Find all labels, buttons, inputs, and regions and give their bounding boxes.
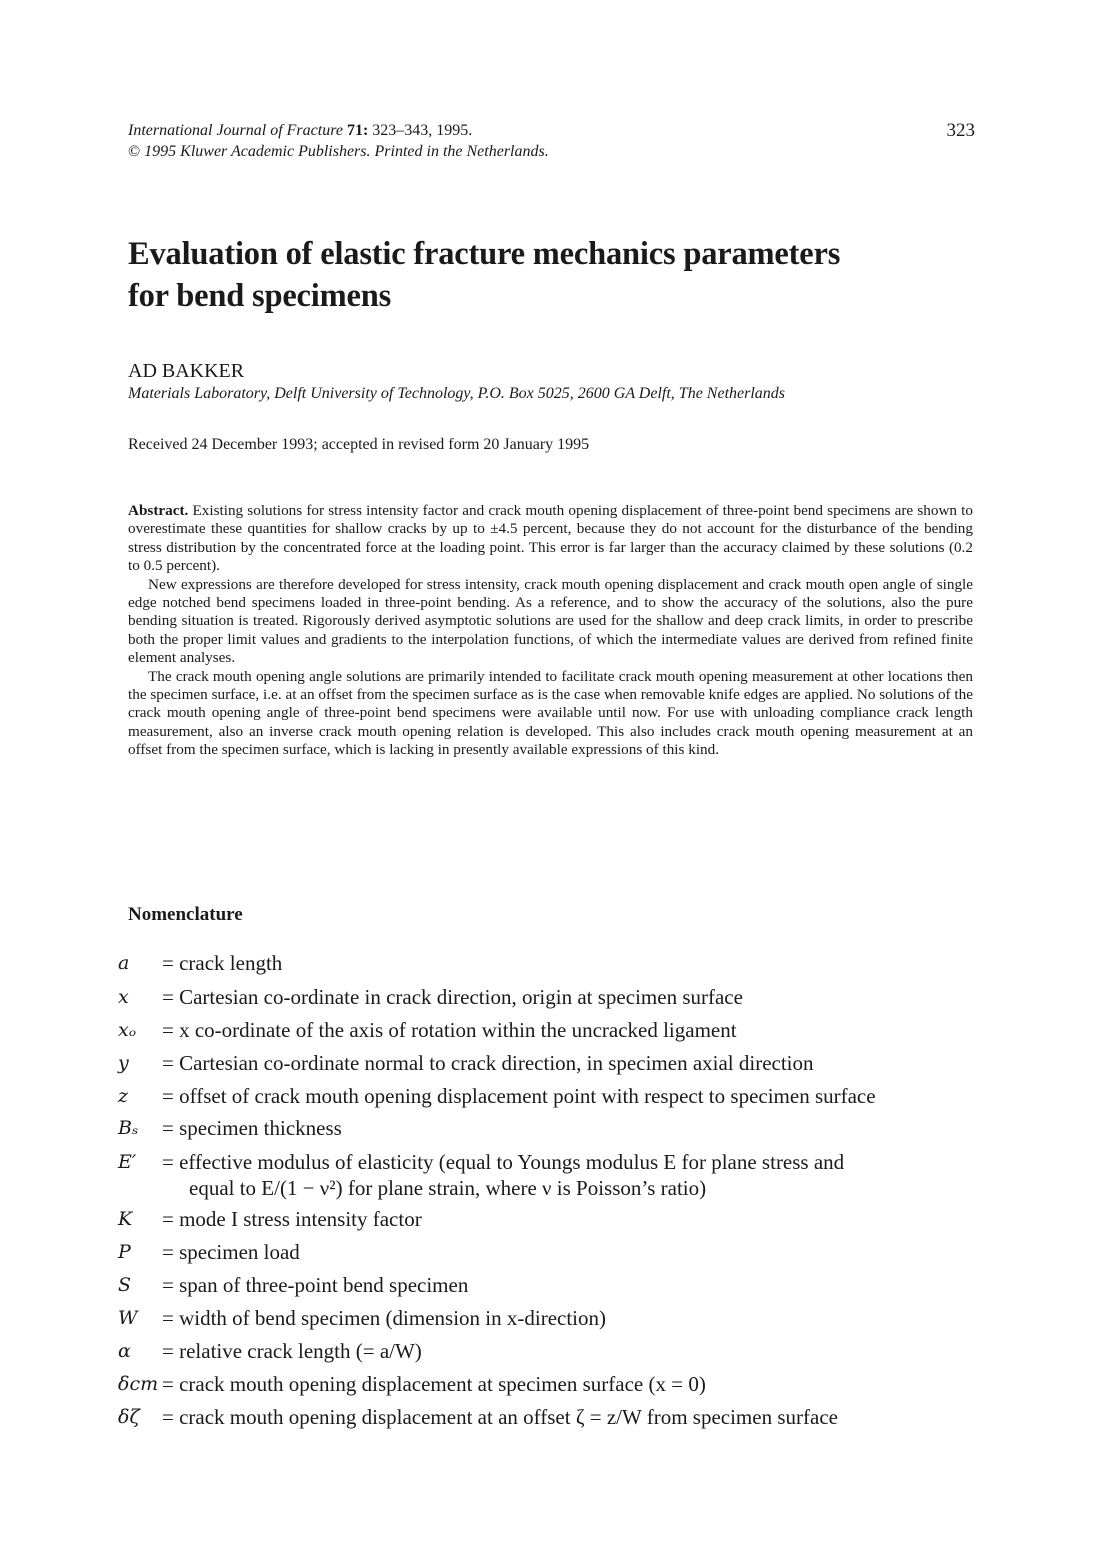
nomenclature-symbol: α [118,1340,131,1362]
nomenclature-definition: = specimen thickness [162,1116,342,1140]
nomenclature-symbol: a [118,952,130,974]
nomenclature-symbol: K [118,1208,133,1230]
author-affiliation: Materials Laboratory, Delft University of Technology, P.O. Box 5025, 2600 GA Delft, The Netherlands [128,385,786,402]
nomenclature-definition: = span of three-point bend specimen [162,1273,469,1297]
title-line-2: for bend specimens [128,278,392,314]
nomenclature-symbol: S [118,1274,132,1296]
nomenclature-definition: = relative crack length (= a/W) [162,1339,422,1363]
nomenclature-definition: = specimen load [162,1240,300,1264]
copyright-symbol: © [128,143,141,160]
title-line-1: Evaluation of elastic fracture mechanics parameters [128,236,841,272]
nomenclature-symbol: x [118,986,129,1008]
nomenclature-item [116,1115,976,1141]
nomenclature-item [116,1239,976,1265]
nomenclature-item [116,984,976,1010]
nomenclature-symbol: P [118,1241,131,1263]
nomenclature-item [116,1404,976,1430]
abstract-p1-text: Existing solutions for stress intensity factor and crack mouth opening displacement of three-point bend specimens are shown to overestimate these quantities for shallow cracks by up to ±4.5 percent, because they do not account for the disturbance of the bending stress distribution by the concentrated force at the loading point. This error is far larger than the accuracy claimed by these solutions (0.2 to 0.5 percent). [128,502,973,575]
nomenclature-definition: = crack mouth opening displacement at specimen surface (x = 0) [162,1372,706,1396]
nomenclature-definition: = offset of crack mouth opening displacement point with respect to specimen surface [162,1084,876,1108]
author-name: AD BAKKER [128,360,245,382]
nomenclature-symbol: Bₛ [118,1117,139,1139]
nomenclature-definition: = x co-ordinate of the axis of rotation within the uncracked ligament [162,1018,737,1042]
page-number: 323 [946,120,975,141]
printed-in: Printed in the Netherlands. [374,143,549,160]
abstract [128,502,973,760]
nomenclature-definition-line-1: = effective modulus of elasticity (equal to Youngs modulus E for plane stress and [162,1150,845,1174]
nomenclature-symbol: δcm [118,1373,159,1395]
nomenclature-item [116,1371,976,1397]
copyright-text: 1995 Kluwer Academic Publishers. [144,143,371,160]
nomenclature-item [116,1017,976,1043]
nomenclature-definition: = crack mouth opening displacement at an offset ζ = z/W from specimen surface [162,1405,838,1429]
nomenclature-item [116,1206,976,1232]
paper-title [128,233,988,317]
journal-volume: 71: [346,122,369,139]
journal-line [128,120,549,141]
nomenclature-definition: = Cartesian co-ordinate normal to crack direction, in specimen axial direction [162,1051,814,1075]
nomenclature-item [116,950,976,976]
nomenclature-symbol: δζ [118,1406,140,1428]
nomenclature-item [116,1305,976,1331]
nomenclature-symbol: y [118,1052,129,1074]
nomenclature-definition: = mode I stress intensity factor [162,1207,422,1231]
journal-citation [128,120,549,162]
nomenclature-item [116,1272,976,1298]
received-dates: Received 24 December 1993; accepted in revised form 20 January 1995 [128,436,590,453]
nomenclature-definition-line-2: equal to E/(1 − ν²) for plane strain, where ν is Poisson’s ratio) [189,1176,707,1200]
journal-pages: 323–343, 1995. [372,122,473,139]
nomenclature-symbol: W [118,1307,138,1329]
nomenclature-symbol: xₒ [118,1019,137,1041]
nomenclature-item [116,1338,976,1364]
nomenclature-symbol: E′ [118,1151,137,1173]
copyright-line [128,141,549,162]
nomenclature-item [116,1050,976,1076]
nomenclature-symbol: z [118,1085,129,1107]
nomenclature-item [116,1083,976,1109]
nomenclature-definition: = width of bend specimen (dimension in x-direction) [162,1306,606,1330]
nomenclature-definition: = Cartesian co-ordinate in crack direction, origin at specimen surface [162,985,743,1009]
abstract-paragraph-2: New expressions are therefore developed for stress intensity, crack mouth opening displacement and crack mouth open angle of single edge notched bend specimens loaded in three-point bending. As a reference, and to show the accuracy of the solutions, also the pure bending situation is treated. Rigorously derived asymptotic solutions are used for the shallow and deep crack limits, in order to prescribe both the proper limit values and gradients to the interpolation functions, of which the intermediate values are derived from refined finite element analyses. [128,575,973,667]
journal-name: International Journal of Fracture [128,122,343,139]
abstract-label: Abstract. [128,502,189,519]
abstract-paragraph-3: The crack mouth opening angle solutions are primarily intended to facilitate crack mouth opening measurement at other locations then the specimen surface, i.e. at an offset from the specimen surface as is the case when removable knife edges are applied. No solutions of the crack mouth opening angle of three-point bend specimens were available until now. For use with unloading compliance crack length measurement, also an inverse crack mouth opening relation is developed. This also includes crack mouth opening measurement at an offset from the specimen surface, which is lacking in presently available expressions of this kind. [128,667,973,759]
nomenclature-heading: Nomenclature [128,904,243,925]
abstract-paragraph-1 [128,502,973,576]
nomenclature-definition [162,1149,976,1201]
nomenclature-definition: = crack length [162,951,283,975]
nomenclature-item [116,1149,976,1201]
